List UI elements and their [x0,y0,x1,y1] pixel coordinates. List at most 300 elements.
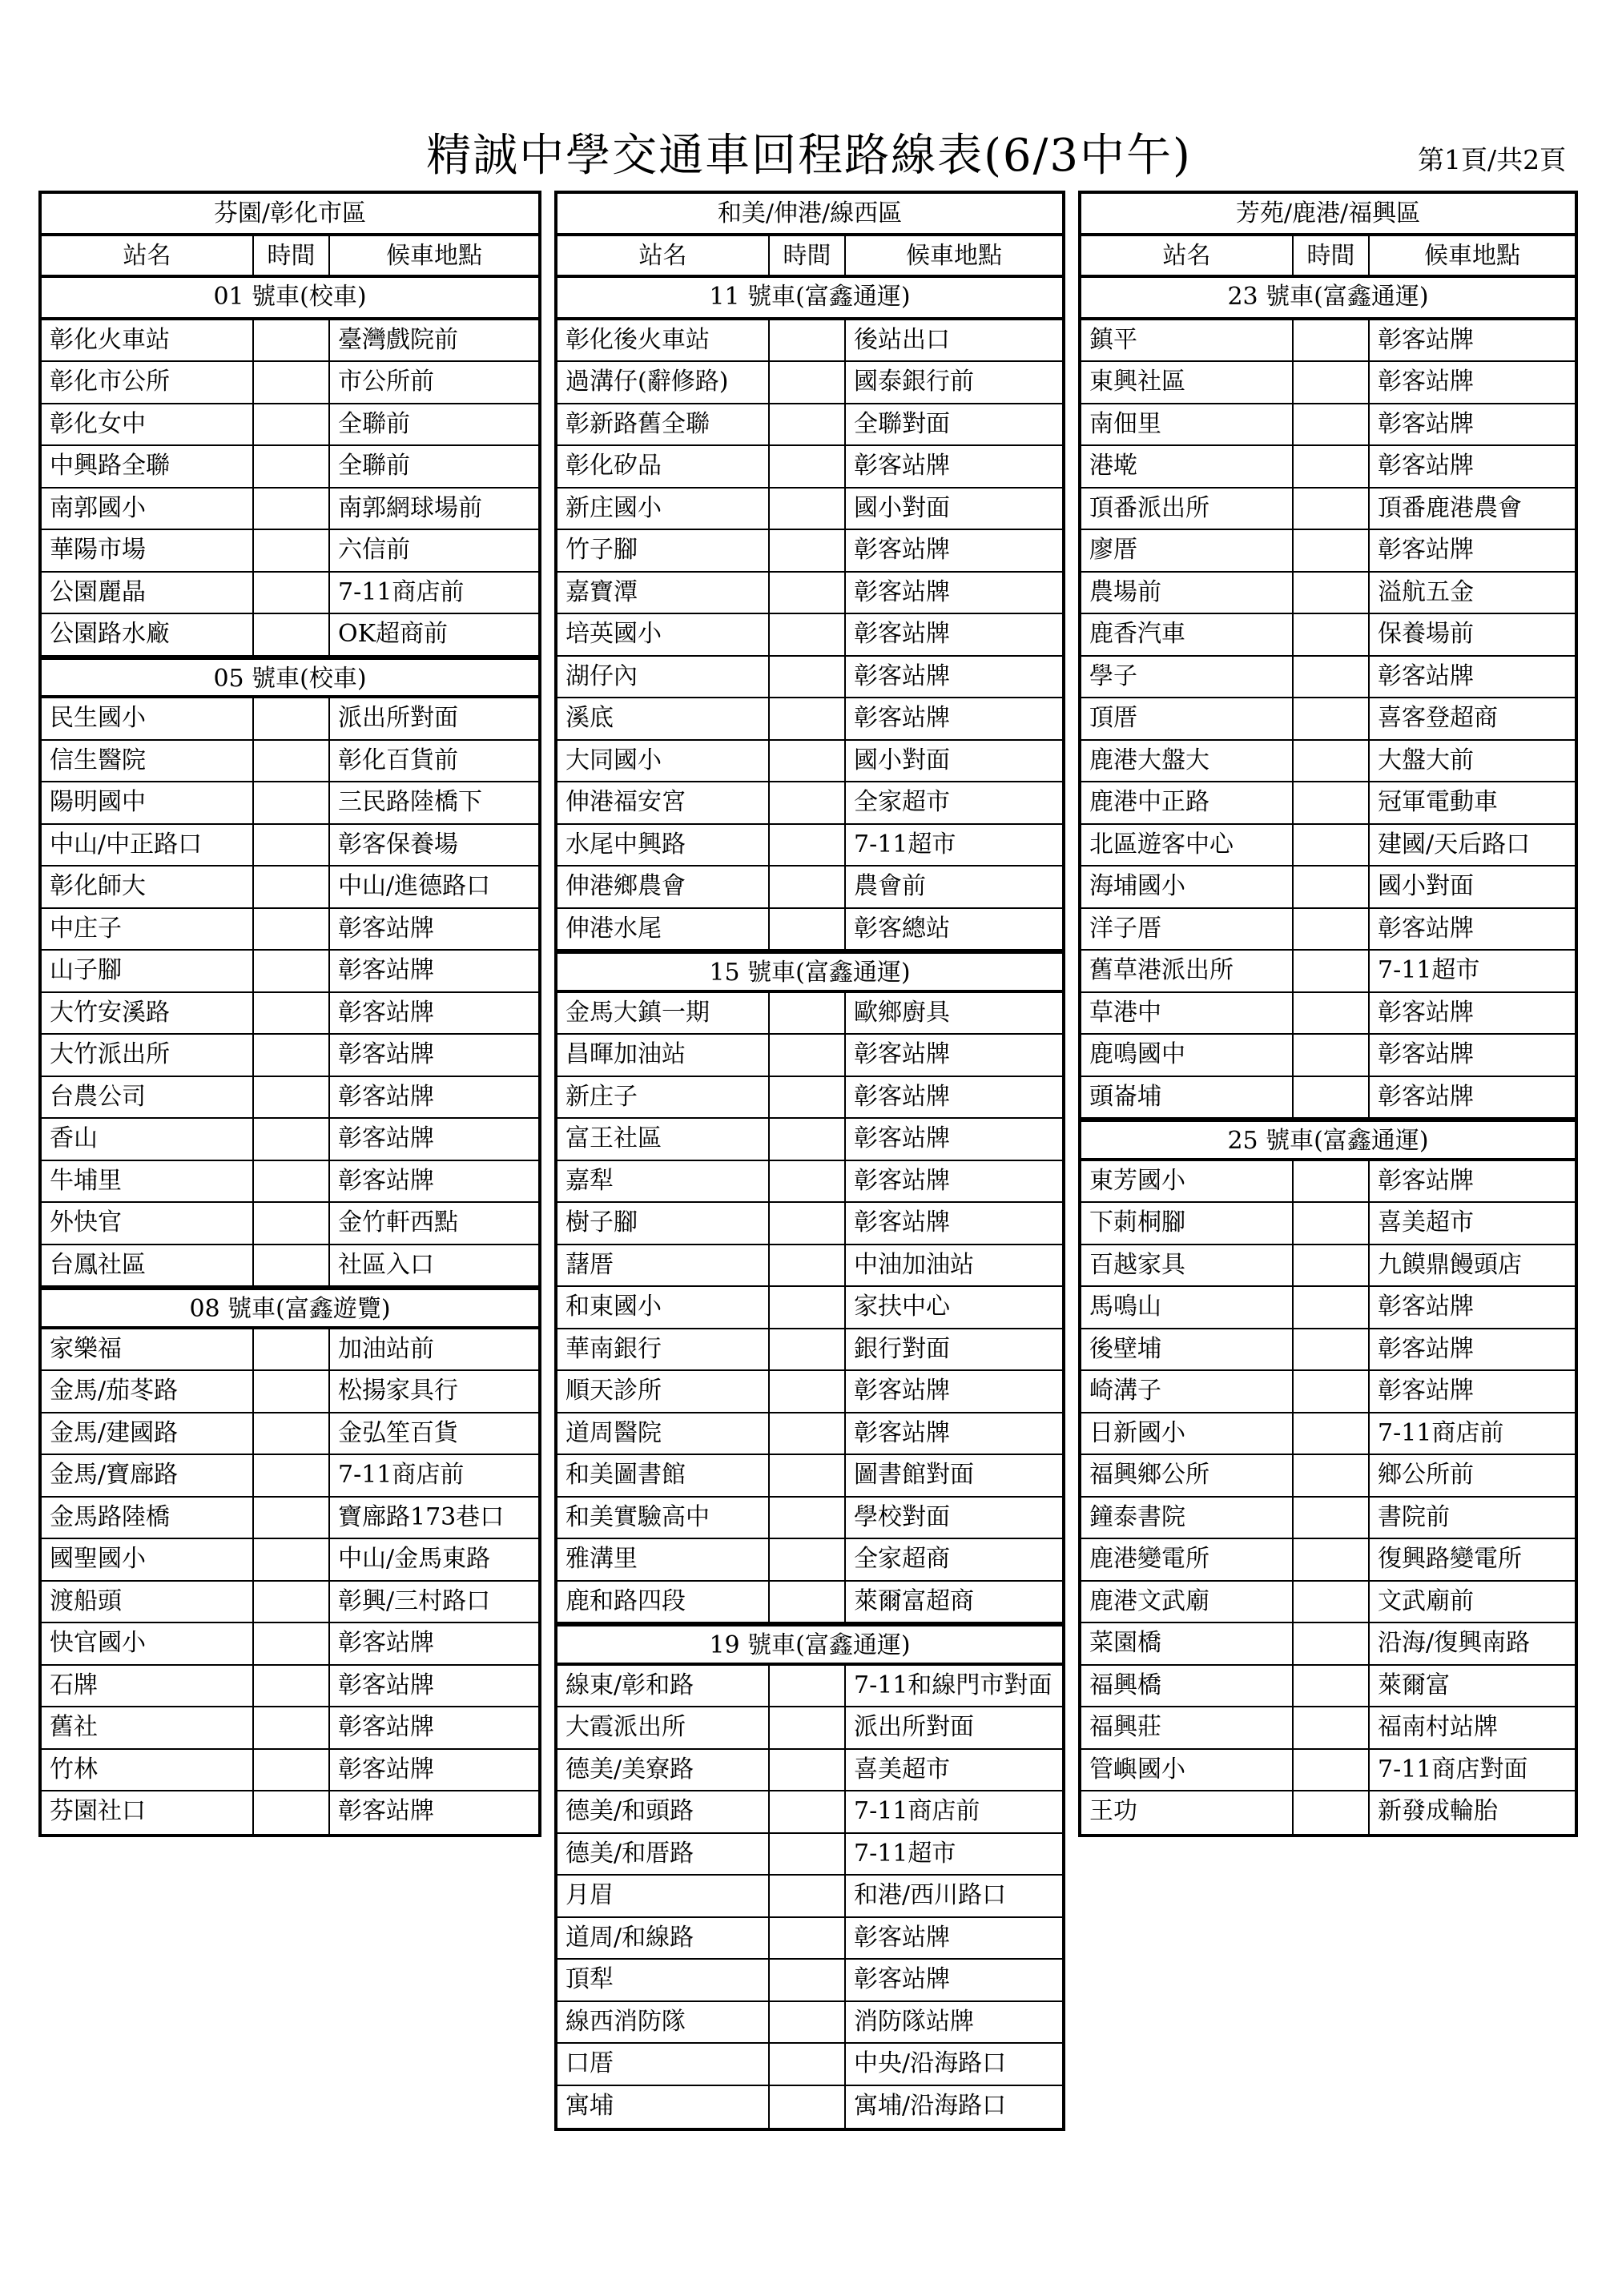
stop-row [557,741,1062,783]
stop-row [557,1119,1062,1161]
stop-row [1081,1035,1575,1077]
stop-name: 草港中 [1089,998,1161,1027]
stop-location: 歐鄉廚具 [844,993,1062,1034]
stop-location: 彰客站牌 [328,951,538,991]
stop-name: 和東國小 [565,1293,662,1321]
stop-row [1081,1791,1575,1834]
stop-name: 中庄子 [50,914,122,943]
stop-location: 全家超市 [844,782,1062,823]
stop-location: 彰客站牌 [844,446,1062,487]
stop-location: 彰客站牌 [1368,446,1575,487]
region-block-fenyuan-changhua [38,191,541,1837]
stop-name: 線西消防隊 [565,2007,686,2036]
stop-name: 鹿港中正路 [1089,788,1209,816]
stop-row [557,657,1062,699]
stop-location: 派出所對面 [844,1707,1062,1748]
stop-time [768,404,844,445]
stop-row [42,993,538,1035]
stop-location: 彰客站牌 [1368,1371,1575,1412]
region-block-hemei-shengang-xianxi [554,191,1065,2131]
stop-row [42,614,538,657]
stop-time [252,1203,328,1244]
stop-row [42,1035,538,1077]
stop-name: 富王社區 [565,1124,662,1152]
stop-name: 南佃里 [1089,409,1161,438]
stop-location: 全聯前 [328,446,538,487]
stop-name: 口厝 [565,2049,614,2077]
stop-time [768,1918,844,1959]
stop-location: 溢航五金 [1368,573,1575,613]
stop-name: 藷厝 [565,1250,614,1279]
stop-row [1081,1329,1575,1372]
stop-time [1292,1623,1368,1664]
stop-time [768,1077,844,1118]
stop-time [1292,362,1368,403]
stop-name: 頭崙埔 [1089,1082,1161,1111]
stop-row [1081,320,1575,363]
stop-name: 新庄國小 [565,493,662,522]
stop-location: 家扶中心 [844,1287,1062,1328]
stop-time [1292,446,1368,487]
stop-location: 彰興/三村路口 [328,1582,538,1622]
stop-row [557,1287,1062,1329]
stop-location: 彰客站牌 [844,1960,1062,2000]
stop-time [1292,1413,1368,1454]
stop-time [768,1834,844,1875]
stop-time [1292,657,1368,698]
stop-time [1292,951,1368,991]
stop-location: 彰客站牌 [328,1707,538,1748]
stop-time [252,404,328,445]
stop-location: 彰客站牌 [1368,1329,1575,1370]
stop-row [1081,404,1575,447]
stop-name: 線東/彰和路 [565,1671,694,1699]
stop-location: 學校對面 [844,1498,1062,1538]
stop-time [1292,489,1368,529]
stop-location: 大盤大前 [1368,741,1575,782]
stop-name: 嘉寶潭 [565,577,638,606]
stop-row [42,446,538,489]
stop-name: 台鳳社區 [50,1250,146,1279]
stop-row [1081,741,1575,783]
stop-name: 溪底 [565,704,614,732]
stop-row [1081,867,1575,909]
stop-location: 冠軍電動車 [1368,782,1575,823]
stop-location: 彰客站牌 [844,1077,1062,1118]
stop-location: 六信前 [328,530,538,571]
stop-time [768,698,844,739]
stop-row [1081,489,1575,531]
stop-name: 金馬/寶廍路 [50,1461,179,1489]
stop-time [1292,1707,1368,1748]
stop-location: 彰客站牌 [1368,1035,1575,1076]
column-header-row [1081,236,1575,279]
stop-name: 伸港福安宮 [565,788,686,816]
stop-row [1081,1287,1575,1329]
stop-name: 頂番派出所 [1089,493,1209,522]
stop-name: 和美圖書館 [565,1461,686,1489]
stop-name: 農場前 [1089,577,1161,606]
stop-location: 7-11超市 [1368,951,1575,991]
stop-row [557,1960,1062,2002]
stop-time [768,2002,844,2043]
stop-location: 彰化百貨前 [328,741,538,782]
stop-row [42,1539,538,1582]
header-station: 站名 [1162,241,1211,270]
stop-location: 全家超商 [844,1539,1062,1580]
bus-label: 23 號車(富鑫通運) [1227,283,1429,311]
stop-name: 東興社區 [1089,368,1185,396]
stop-time [252,1371,328,1412]
stop-location: 國小對面 [1368,867,1575,907]
stop-location: 7-11商店前 [328,573,538,613]
stop-time [768,657,844,698]
stop-location: 彰客站牌 [328,1750,538,1791]
stop-time [768,1245,844,1286]
stop-location: 萊爾富 [1368,1666,1575,1707]
stop-time [252,825,328,866]
stop-time [768,909,844,950]
stop-time [1292,1161,1368,1202]
stop-name: 海埔國小 [1089,872,1185,900]
stop-location: 彰客站牌 [1368,1077,1575,1118]
stop-name: 信生醫院 [50,746,146,774]
stop-name: 德美/和厝路 [565,1839,694,1868]
stop-location: 後站出口 [844,320,1062,361]
stop-row [1081,1077,1575,1120]
header-location: 候車地點 [844,236,1062,275]
stop-location: 中央/沿海路口 [844,2044,1062,2085]
stop-location: 彰客站牌 [328,1119,538,1160]
stop-name: 順天診所 [565,1377,662,1405]
region-name: 和美/伸港/線西區 [717,199,903,227]
stop-name: 福興莊 [1089,1713,1161,1741]
bus-label: 05 號車(校車) [213,664,367,693]
stop-row [42,1666,538,1708]
stop-time [1292,1077,1368,1118]
stop-location: 頂番鹿港農會 [1368,489,1575,529]
stop-row [557,698,1062,741]
stop-name: 雅溝里 [565,1545,638,1573]
stop-name: 樹子腳 [565,1208,638,1236]
header-time: 時間 [1292,236,1368,275]
stop-time [1292,1750,1368,1791]
bus-label: 11 號車(富鑫通運) [709,283,911,311]
stop-location: 7-11商店前 [844,1791,1062,1832]
stop-location: 彰客站牌 [844,614,1062,655]
stop-location: 新發成輪胎 [1368,1791,1575,1834]
stop-time [252,741,328,782]
stop-row [1081,362,1575,404]
stop-name: 陽明國中 [50,788,146,816]
stop-name: 鐘泰書院 [1089,1502,1185,1531]
stop-location: 中山/金馬東路 [328,1539,538,1580]
stop-row [1081,573,1575,615]
stop-time [768,1329,844,1370]
stop-row [42,867,538,909]
bus-route-header [42,278,538,320]
stop-location: 彰客保養場 [328,825,538,866]
stop-name: 伸港水尾 [565,914,662,943]
stop-row [42,1623,538,1666]
stop-row [557,1161,1062,1204]
stop-name: 大竹安溪路 [50,998,170,1027]
stop-name: 大霞派出所 [565,1713,686,1741]
stop-row [1081,1623,1575,1666]
stop-name: 道周/和線路 [565,1923,694,1952]
stop-location: 全聯對面 [844,404,1062,445]
stop-row [557,2002,1062,2045]
stop-name: 彰新路舊全聯 [565,409,710,438]
stop-time [768,1960,844,2000]
stop-name: 新庄子 [565,1082,638,1111]
stop-row [42,1077,538,1120]
stop-time [1292,825,1368,866]
stop-name: 彰化女中 [50,409,146,438]
stop-location: OK超商前 [328,614,538,655]
stop-row [1081,1666,1575,1708]
stop-location: 彰客站牌 [844,1035,1062,1076]
stop-name: 鎮平 [1089,325,1137,354]
stop-name: 渡船頭 [50,1586,122,1615]
stop-time [1292,404,1368,445]
stop-time [1292,320,1368,361]
stop-time [768,320,844,361]
bus-label: 01 號車(校車) [213,283,367,311]
region-header [1081,194,1575,236]
stop-location: 鄉公所前 [1368,1455,1575,1496]
stop-name: 公園路水廠 [50,620,170,648]
stop-location: 派出所對面 [328,698,538,739]
stop-name: 彰化火車站 [50,325,170,354]
stop-name: 大竹派出所 [50,1040,170,1068]
header-time: 時間 [252,236,328,275]
stop-location: 九饃鼎饅頭店 [1368,1245,1575,1286]
stop-row [1081,825,1575,867]
stop-location: 寓埔/沿海路口 [844,2086,1062,2129]
stop-time [768,1287,844,1328]
stop-time [768,782,844,823]
stop-row [557,1582,1062,1624]
stop-row [42,741,538,783]
stop-time [252,530,328,571]
stop-row [1081,698,1575,741]
stop-location: 彰客站牌 [844,1119,1062,1160]
stop-time [768,1707,844,1748]
stop-name: 水尾中興路 [565,830,686,858]
stop-name: 南郭國小 [50,493,146,522]
stop-location: 彰客站牌 [328,1791,538,1834]
stop-location: 7-11和線門市對面 [844,1666,1062,1707]
stop-time [768,1161,844,1202]
stop-location: 南郭網球場前 [328,489,538,529]
stop-row [42,404,538,447]
stop-time [252,951,328,991]
stop-location: 彰客站牌 [844,530,1062,571]
stop-location: 彰客站牌 [1368,530,1575,571]
stop-name: 洋子厝 [1089,914,1161,943]
stop-time [252,1077,328,1118]
stop-row [557,1876,1062,1918]
stop-row [42,1161,538,1204]
stop-location: 保養場前 [1368,614,1575,655]
stop-time [252,362,328,403]
stop-location: 彰客站牌 [1368,404,1575,445]
stop-name: 台農公司 [50,1082,146,1111]
stop-row [42,782,538,825]
stop-time [768,1455,844,1496]
stop-name: 鹿鳴國中 [1089,1040,1185,1068]
stop-location: 書院前 [1368,1498,1575,1538]
stop-time [768,1750,844,1791]
stop-location: 7-11商店前 [1368,1413,1575,1454]
stop-time [252,573,328,613]
stop-name: 金馬/建國路 [50,1418,179,1447]
stop-name: 芬園社口 [50,1797,146,1825]
stop-location: 彰客站牌 [844,1203,1062,1244]
column-header-row [42,236,538,279]
stop-location: 消防隊站牌 [844,2002,1062,2043]
bus-route-header [557,951,1062,993]
stop-name: 後壁埔 [1089,1334,1161,1363]
stop-row [557,1371,1062,1413]
stop-time [1292,1582,1368,1622]
stop-time [252,1498,328,1538]
stop-name: 廖厝 [1089,536,1137,564]
stop-location: 三民路陸橋下 [328,782,538,823]
stop-name: 華陽市場 [50,536,146,564]
stop-row [557,1245,1062,1288]
stop-row [557,782,1062,825]
stop-name: 華南銀行 [565,1334,662,1363]
stop-time [1292,741,1368,782]
stop-location: 彰客站牌 [1368,657,1575,698]
stop-name: 舊社 [50,1713,98,1741]
stop-time [252,1707,328,1748]
stop-row [42,951,538,993]
stop-row [557,530,1062,573]
stop-name: 日新國小 [1089,1418,1185,1447]
stop-time [1292,698,1368,739]
stop-name: 寓埔 [565,2091,614,2120]
stop-row [557,1539,1062,1582]
stop-name: 百越家具 [1089,1250,1185,1279]
stop-row [557,1834,1062,1876]
stop-name: 月眉 [565,1881,614,1909]
stop-row [557,1666,1062,1708]
stop-time [252,1623,328,1664]
stop-row [42,1329,538,1372]
stop-time [1292,614,1368,655]
header-station: 站名 [123,241,171,270]
stop-name: 福興鄉公所 [1089,1461,1209,1489]
stop-location: 彰客站牌 [844,657,1062,698]
stop-location: 彰客站牌 [328,1666,538,1707]
stop-location: 松揚家具行 [328,1371,538,1412]
stop-location: 國泰銀行前 [844,362,1062,403]
stop-time [252,782,328,823]
stop-row [42,1371,538,1413]
stop-row [557,1498,1062,1540]
stop-name: 菜園橋 [1089,1629,1161,1657]
stop-location: 喜客登超商 [1368,698,1575,739]
stop-row [1081,1245,1575,1288]
stop-row [557,1707,1062,1750]
region-header [42,194,538,236]
stop-name: 馬鳴山 [1089,1293,1161,1321]
stop-row [1081,1750,1575,1792]
stop-time [1292,1498,1368,1538]
stop-location: 7-11商店前 [328,1455,538,1496]
stop-row [557,446,1062,489]
stop-row [557,1203,1062,1245]
stop-location: 金竹軒西點 [328,1203,538,1244]
stop-location: 寶廍路173巷口 [328,1498,538,1538]
stop-location: 國小對面 [844,741,1062,782]
stop-name: 彰化師大 [50,872,146,900]
stop-name: 彰化市公所 [50,368,170,396]
stop-name: 鹿港大盤大 [1089,746,1209,774]
stop-name: 東芳國小 [1089,1166,1185,1195]
stop-location: 彰客站牌 [844,1371,1062,1412]
stop-name: 中興路全聯 [50,452,170,480]
stop-name: 彰化矽品 [565,452,662,480]
stop-location: 彰客站牌 [1368,1161,1575,1202]
stop-time [768,614,844,655]
stop-row [557,320,1062,363]
header-location: 候車地點 [1368,236,1575,275]
stop-time [1292,1455,1368,1496]
stop-time [768,993,844,1034]
stop-row [557,573,1062,615]
stop-row [42,1498,538,1540]
stop-location: 中山/進德路口 [328,867,538,907]
stop-location: 喜美超市 [844,1750,1062,1791]
stop-location: 彰客總站 [844,909,1062,950]
stop-name: 管嶼國小 [1089,1755,1185,1783]
stop-time [1292,1371,1368,1412]
stop-row [557,1750,1062,1792]
stop-time [1292,573,1368,613]
stop-row [1081,614,1575,657]
stop-name: 昌暉加油站 [565,1040,686,1068]
stop-location: 7-11超市 [844,1834,1062,1875]
stop-location: 市公所前 [328,362,538,403]
stop-time [768,1582,844,1622]
stop-row [42,320,538,363]
stop-row [1081,1413,1575,1456]
stop-location: 彰客站牌 [1368,362,1575,403]
stop-location: 彰客站牌 [1368,1287,1575,1328]
stop-row [557,404,1062,447]
stop-time [1292,1666,1368,1707]
stop-row [42,1119,538,1161]
stop-location: 福南村站牌 [1368,1707,1575,1748]
stop-location: 全聯前 [328,404,538,445]
stop-time [768,530,844,571]
stop-row [42,698,538,741]
stop-time [1292,1203,1368,1244]
stop-name: 鹿香汽車 [1089,620,1185,648]
stop-row [557,1329,1062,1372]
stop-time [1292,909,1368,950]
stop-name: 彰化後火車站 [565,325,710,354]
stop-name: 金馬/茄苳路 [50,1377,179,1405]
stop-time [768,1666,844,1707]
stop-time [1292,1329,1368,1370]
stop-location: 彰客站牌 [328,909,538,950]
bus-route-header [1081,1119,1575,1161]
